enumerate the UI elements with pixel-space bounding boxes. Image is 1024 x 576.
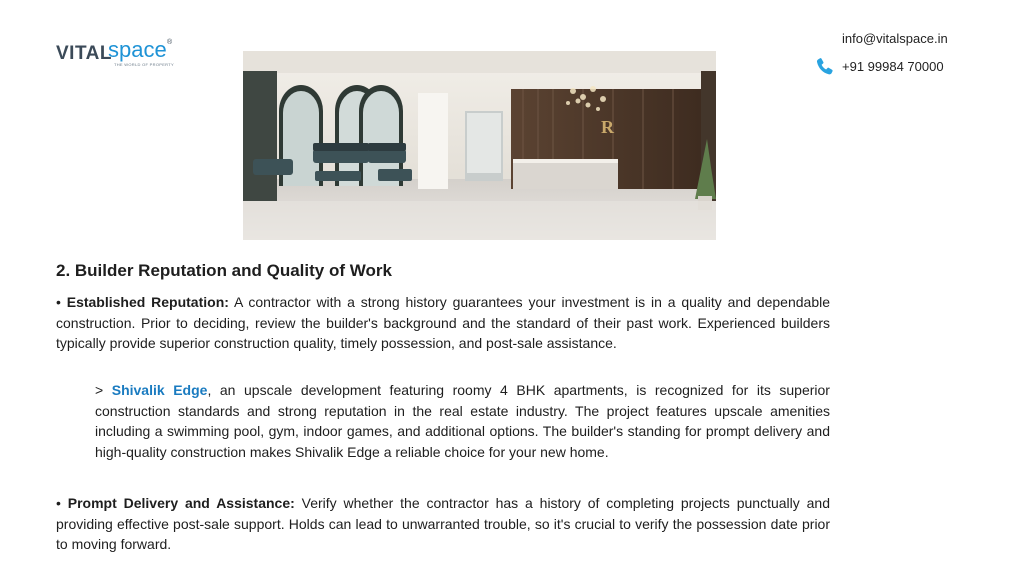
lobby-monogram: R	[601, 117, 614, 137]
logo-text-vital: VITAL	[56, 43, 112, 64]
logo-text-space: space	[108, 37, 167, 62]
prompt-delivery-paragraph	[56, 493, 830, 555]
bullet: •	[56, 495, 68, 511]
point-title: Established Reputation:	[66, 294, 229, 310]
contact-phone[interactable]: +91 99984 70000	[842, 59, 944, 74]
established-reputation-paragraph	[56, 292, 830, 354]
example-text: , an upscale development featuring roomy 4 BHK apartments, is recognized for its superior construction standards and strong reputation in the real estate industry. The project features upscale amenities including a swimming pool, gym, indoor games, and additional options. The builder's standing for prompt delivery and high-quality construction makes Shivalik Edge a reliable choice for your new home.	[95, 382, 830, 460]
lobby-photo	[243, 51, 716, 240]
contact-email[interactable]: info@vitalspace.in	[842, 31, 948, 46]
point-title: Prompt Delivery and Assistance:	[67, 495, 295, 511]
point-text: A contractor with a strong history guarantees your investment is in a quality and dependable construction. Prior to deciding, review the builder's background and the standard of their past work. Experienced builders typically provide superior construction quality, timely possession, and post-sale assistance.	[56, 294, 831, 352]
phone-icon	[814, 55, 836, 79]
logo-registered-mark: ®	[167, 39, 173, 46]
example-prefix: >	[95, 382, 112, 398]
logo-tagline: THE WORLD OF PROPERTY	[114, 62, 175, 67]
bullet: •	[56, 294, 67, 310]
section-heading: 2. Builder Reputation and Quality of Work	[56, 261, 392, 280]
shivalik-edge-link[interactable]: Shivalik Edge	[111, 382, 208, 398]
vitalspace-logo[interactable]	[56, 37, 176, 67]
shivalik-edge-paragraph	[95, 380, 830, 462]
point-text: Verify whether the contractor has a history of completing projects punctually and providing effective post-sale support. Holds can lead to unwarranted trouble, so it's crucial to verify the possession date prior to moving forward.	[56, 495, 830, 553]
